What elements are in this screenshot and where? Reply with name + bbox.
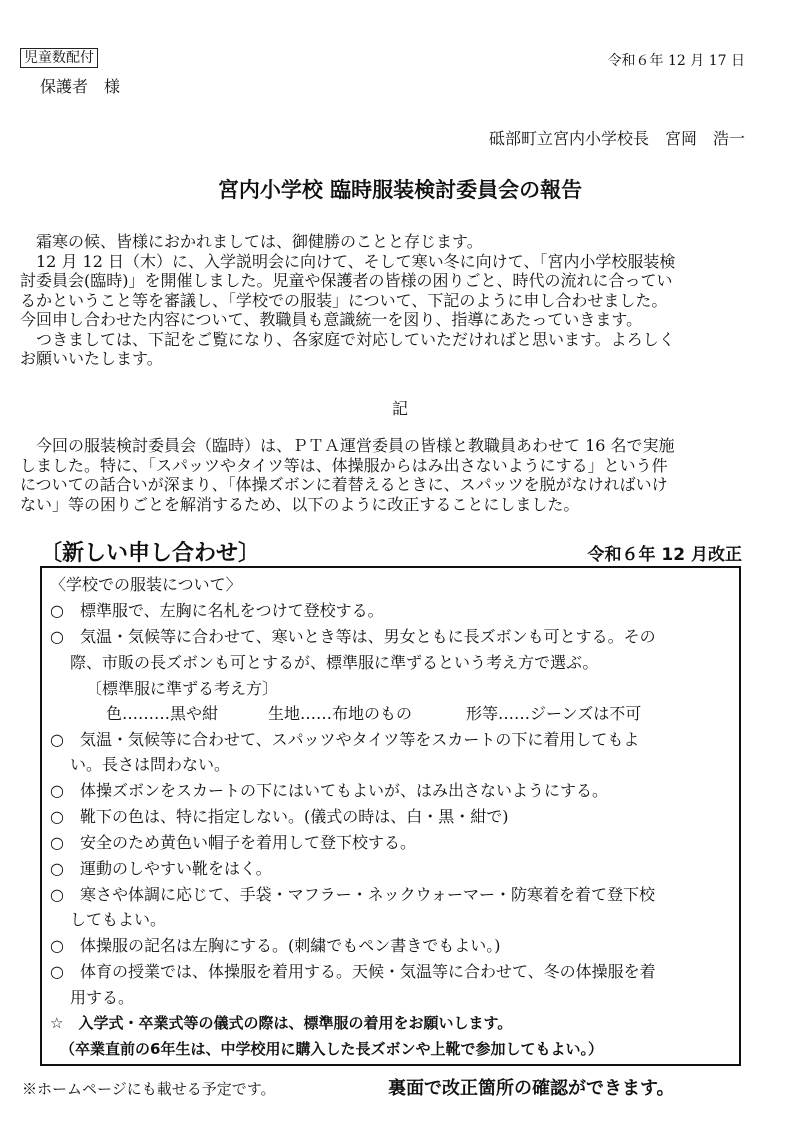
rule-item: ○ 体操ズボンをスカートの下にはいてもよいが、はみ出さないようにする。 (50, 781, 608, 800)
intro-line: お願いいたします。 (20, 349, 163, 368)
intro-line: 今回申し合わせた内容について、教職員も意識統一を図り、指導にあたっていきます。 (20, 310, 643, 329)
revision-date: 令和６年 12 月改正 (587, 545, 742, 565)
body-line: しました。特に、「スパッツやタイツ等は、体操服からはみ出さないようにする」という件 (20, 455, 668, 475)
rule-item: ○ 気温・気候等に合わせて、スパッツやタイツ等をスカートの下に着用してもよ (50, 730, 640, 749)
rule-item-cont: 際、市販の長ズボンも可とするが、標準服に準ずるという考え方で選ぶ。 (70, 653, 599, 672)
graduation-note: （卒業直前の6年生は、中学校用に購入した長ズボンや上靴で参加してもよい。） (60, 1040, 603, 1058)
agreement-heading: 〔新しい申し合わせ〕 (40, 541, 261, 566)
back-page-note: 裏面で改正箇所の確認ができます。 (388, 1078, 675, 1099)
sender: 砥部町立宮内小学校長 宮岡 浩一 (488, 129, 745, 148)
rule-item: ○ 運動のしやすい靴をはく。 (50, 859, 272, 878)
section-title: 〈学校での服装について〉 (50, 575, 242, 594)
homepage-note: ※ホームページにも載せる予定です。 (22, 1080, 276, 1098)
intro-line: 討委員会(臨時)」を開催しました。児童や保護者の皆様の困りごと、時代の流れに合ってい (20, 271, 673, 290)
sub-fabric: 生地……布地のもの (268, 704, 413, 723)
sub-shape: 形等……ジーンズは不可 (466, 704, 642, 723)
distribution-tag: 児童数配付 (20, 48, 98, 68)
sub-title: 〔標準服に準ずる考え方〕 (86, 679, 279, 698)
page-title: 宮内小学校 臨時服装検討委員会の報告 (217, 177, 583, 202)
rule-item-cont: してもよい。 (70, 910, 167, 929)
rule-item-cont: 用する。 (70, 988, 135, 1007)
body-line: ない」等の困りごとを解消するため、以下のように改正することにしました。 (20, 494, 580, 514)
body-block (20, 436, 782, 514)
intro-line: 霜寒の候、皆様におかれましては、御健勝のことと存じます。 (36, 232, 483, 251)
rule-item: ○ 体育の授業では、体操服を着用する。天候・気温等に合わせて、冬の体操服を着 (50, 962, 656, 981)
sub-color: 色………黒や紺 (106, 704, 219, 723)
rule-item: ○ 寒さや体調に応じて、手袋・マフラー・ネックウォーマー・防寒着を着て登下校 (50, 885, 656, 904)
intro-block (20, 232, 782, 369)
rule-item-cont: い。長さは問わない。 (70, 755, 231, 774)
rule-item: ○ 気温・気候等に合わせて、寒いとき等は、男女ともに長ズボンも可とする。その (50, 627, 656, 646)
addressee: 保護者 様 (40, 77, 121, 96)
body-line: 今回の服装検討委員会（臨時）は、ＰＴＡ運営委員の皆様と教職員あわせて 16 名で実施 (36, 436, 675, 455)
intro-line: 12 月 12 日（木）に、入学説明会に向けて、そして寒い冬に向けて、「宮内小学校服装検 (36, 251, 676, 271)
body-line: についての話合いが深まり、「体操ズボンに着替えるときに、スパッツを脱がなければいけ (20, 475, 668, 494)
rule-item: ○ 体操服の記名は左胸にする。(刺繍でもペン書きでもよい。) (50, 936, 501, 955)
rule-item: ○ 安全のため黄色い帽子を着用して登下校する。 (50, 833, 416, 852)
intro-line: つきましては、下記をご覧になり、各家庭で対応していただければと思います。よろしく (36, 329, 675, 349)
rule-item: ○ 標準服で、左胸に名札をつけて登校する。 (50, 601, 384, 620)
ki-marker: 記 (391, 399, 408, 418)
rule-item: ○ 靴下の色は、特に指定しない。(儀式の時は、白・黒・紺で) (50, 807, 509, 826)
issue-date: 令和６年 12 月 17 日 (607, 53, 745, 69)
intro-line: るかということ等を審議し、「学校での服装」について、下記のように申し合わせました。 (20, 290, 668, 310)
ceremony-note: ☆ 入学式・卒業式等の儀式の際は、標準服の着用をお願いします。 (50, 1014, 513, 1032)
